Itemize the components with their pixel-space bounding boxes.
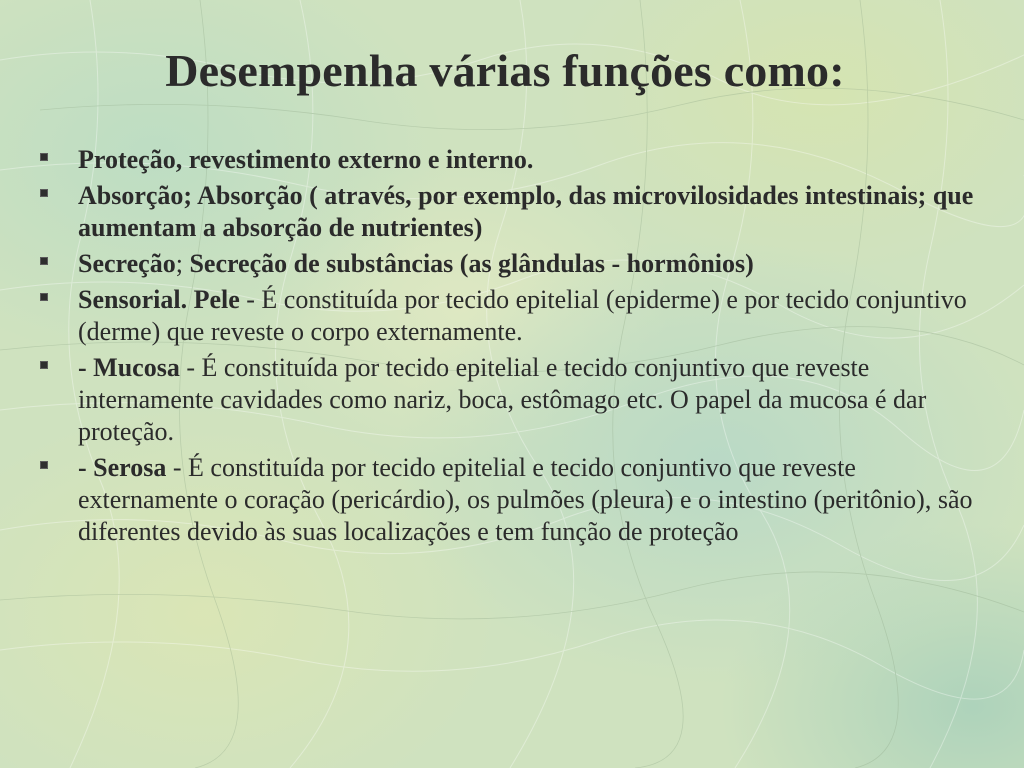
list-item bbox=[40, 248, 975, 280]
item-body-text: - É constituída por tecido epitelial e tecido conjuntivo que reveste internamente cavidades como nariz, boca, estômago etc. O papel da mucosa é dar proteção. bbox=[78, 353, 927, 446]
item-bold-text: - Serosa bbox=[78, 453, 167, 482]
item-body-text: - É constituída por tecido epitelial (epiderme) e por tecido conjuntivo (derme) que reveste o corpo externamente. bbox=[78, 285, 967, 346]
square-bullet-icon bbox=[40, 293, 48, 301]
item-bold-text: Sensorial. Pele bbox=[78, 285, 240, 314]
slide-title: Desempenha várias funções como: bbox=[165, 45, 845, 96]
list-item bbox=[40, 144, 975, 176]
square-bullet-icon bbox=[40, 361, 48, 369]
item-bold-text: Absorção; Absorção ( através, por exemplo, das microvilosidades intestinais; que aumentam a absorção de nutrientes) bbox=[78, 181, 974, 242]
list-item bbox=[40, 284, 975, 348]
list-item bbox=[40, 452, 975, 548]
item-bold-text: Proteção, revestimento externo e interno. bbox=[78, 145, 534, 174]
square-bullet-icon bbox=[40, 153, 48, 161]
square-bullet-icon bbox=[40, 189, 48, 197]
square-bullet-icon bbox=[40, 461, 48, 469]
item-separator: ; bbox=[175, 249, 183, 278]
list-item bbox=[40, 352, 975, 448]
item-bold-text: - Mucosa bbox=[78, 353, 180, 382]
item-bold-text: Secreção de substâncias (as glândulas - hormônios) bbox=[182, 249, 754, 278]
item-bold-text: Secreção bbox=[78, 249, 176, 278]
square-bullet-icon bbox=[40, 257, 48, 265]
list-item bbox=[40, 180, 975, 244]
bullet-list bbox=[40, 144, 975, 552]
item-body-text: - É constituída por tecido epitelial e tecido conjuntivo que reveste externamente o coração (pericárdio), os pulmões (pleura) e o intestino (peritônio), são diferentes devido às suas localizações e tem função de proteção bbox=[78, 453, 973, 546]
